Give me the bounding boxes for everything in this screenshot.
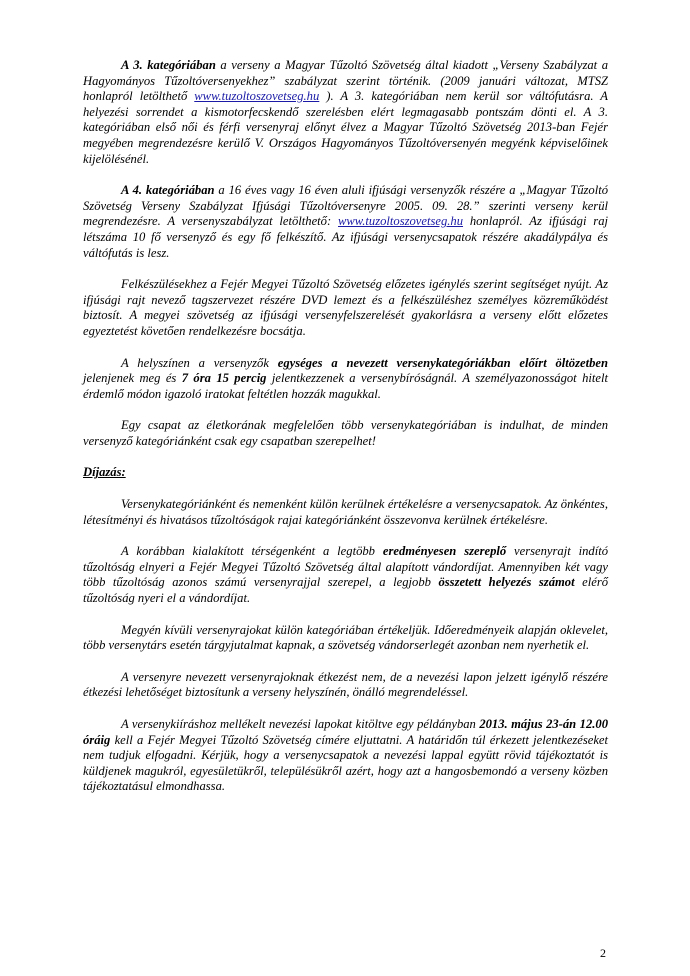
text-segment: versenyrajt indító tűzoltóság elnyeri a Fejér Megyei Tűzoltó Szövetség által alapított vándordíjat. Amennyiben két vagy több tűzoltóság azonos számú versenyrajjal szerepel, a legjobb: [83, 544, 608, 590]
website-link[interactable]: www.tuzoltoszovetseg.hu: [338, 214, 464, 229]
text-segment: honlapról. Az ifjúsági raj létszáma 10 fő versenyző és egy fő felkészítő. Az ifjúsági versenycsapatok részére akadálypálya és váltófutás is lesz.: [83, 214, 608, 260]
bold-phrase: 7 óra 15 percig: [181, 371, 267, 386]
text-segment: elérő tűzoltóság nyeri el a vándordíjat.: [83, 575, 609, 606]
text-segment: ). A 3. kategóriában nem kerül sor váltófutásra. A helyezési sorrendet a kismotorfecskendő szerelésben elért legmagasabb pontszám dönti el. A 3. kategóriában első női és férfi versenyraj előnyt élvez a Magyar Tűzoltó Szövetség 2013-ban Fejér megyében megrendezésre kerülő V. Országos Hagyományos Tűzoltóversenyén megyénk képviselőinek kijelölésénél.: [83, 89, 608, 166]
page-number: 2: [600, 946, 606, 960]
paragraph-arrival: [83, 356, 608, 403]
bold-phrase: A 3. kategóriában: [121, 58, 216, 72]
text-segment: A versenykiíráshoz mellékelt nevezési lapokat kitöltve egy példányban: [121, 717, 480, 731]
paragraph-out-of-county: Megyén kívüli versenyrajokat külön kategóriában értékeljük. Időeredményeik alapján oklevelet, több versenytárs esetén tárgyjutalmat kapnak, a szövetség vándorserlegét azonban nem nyerhetik el.: [83, 622, 608, 653]
text-segment: a verseny a Magyar Tűzoltó Szövetség által kiadott „Verseny Szabályzat a Hagyományos Tűzoltóversenyekhez” szabályzat szerint történik. (2009 januári változat, MTSZ honlapról letölthető: [83, 58, 608, 104]
website-link[interactable]: www.tuzoltoszovetseg.hu: [194, 89, 320, 104]
bold-phrase: 2013. május 23-án 12.00 óráig: [83, 717, 608, 747]
text-segment: A korábban kialakított térségenként a legtöbb: [121, 544, 383, 559]
paragraph-evaluation: Versenykategóriánként és nemenként külön kerülnek értékelésre a versenycsapatok. Az önkéntes, létesítményi és hivatásos tűzoltóságok rajai kategóriánként összevonva kerülnek értékelésre.: [83, 497, 608, 527]
bold-phrase: összetett helyezés számot: [438, 575, 575, 590]
text-segment: jelentkezzenek a versenybíróságnál. A személyazonosságot hitelt érdemlő módon igazoló iratokat feltétlen hozzák magukkal.: [83, 371, 608, 401]
text-segment: jelenjenek meg és: [83, 371, 182, 386]
paragraph-category-4: [83, 183, 608, 261]
bold-phrase: egységes a nevezett versenykategóriákban előírt öltözetben: [277, 355, 608, 370]
paragraph-deadline: [83, 717, 608, 795]
paragraph-team-rule: Egy csapat az életkorának megfelelően több versenykategóriában is indulhat, de minden versenyző kategóriánként csak egy csapatban szerepelhet!: [83, 418, 608, 448]
bold-phrase: A 4. kategóriában: [121, 183, 215, 198]
text-segment: a 16 éves vagy 16 éven aluli ifjúsági versenyzők részére a „Magyar Tűzoltó Szövetség Verseny Szabályzat Ifjúsági Tűzoltóversenyre 2005. 09. 28.” szerinti verseny kerül megrendezésre. A versenyszabályzat letölthető:: [83, 183, 608, 229]
document-body: [83, 58, 608, 811]
section-heading-awards: Díjazás:: [83, 465, 126, 480]
paragraph-trophy: [83, 544, 608, 606]
bold-phrase: eredményesen szereplő: [382, 544, 507, 559]
paragraph-category-3: [83, 58, 608, 167]
paragraph-preparation: Felkészülésekhez a Fejér Megyei Tűzoltó Szövetség előzetes igénylés szerint segítséget nyújt. Az ifjúsági rajt nevező tagszervezet részére DVD lemezt és a felkészüléshez személyes közreműködést biztosít. A megyei szövetség az ifjúsági versenyfelszerelését gyakorlásra a verseny előtt előzetes egyeztetést követően rendelkezésre bocsátja.: [83, 277, 608, 338]
text-segment: A helyszínen a versenyzők: [121, 355, 278, 370]
paragraph-catering: A versenyre nevezett versenyrajoknak étkezést nem, de a nevezési lapon jelzett igénylő részére étkezési lehetőséget biztosítunk a verseny helyszínén, önálló megrendeléssel.: [83, 669, 608, 700]
text-segment: kell a Fejér Megyei Tűzoltó Szövetség címére eljuttatni. A határidőn túl érkezett jelentkezéseket nem tudjuk elfogadni. Kérjük, hogy a versenycsapatok a nevezési lappal együtt rövid tájékoztatót is küldjenek magukról, egyesületükről, településükről azért, hogy azt a hangosbemondó a verseny közben tájékoztatásul elmondhassa.: [83, 732, 608, 794]
